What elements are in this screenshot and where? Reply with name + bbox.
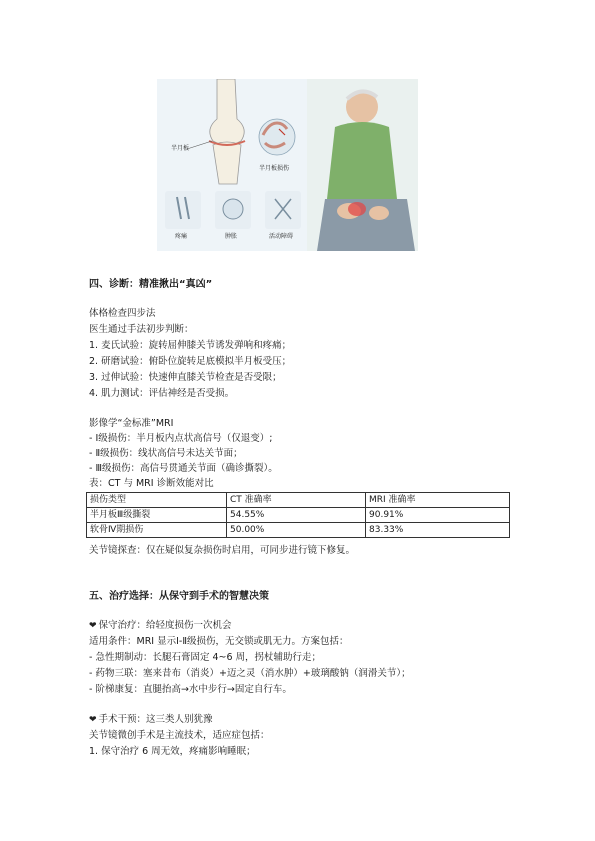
table-cell: 54.55% bbox=[227, 508, 366, 523]
table-cell: 83.33% bbox=[366, 523, 510, 538]
table-row bbox=[87, 508, 510, 523]
table-caption: 表：CT 与 MRI 诊断效能对比 bbox=[89, 478, 214, 489]
mri-title: 影像学“金标准”MRI bbox=[89, 418, 174, 429]
table-cell: 软骨Ⅳ期损伤 bbox=[87, 523, 227, 538]
surgery-intro: 关节镜微创手术是主流技术，适应症包括： bbox=[89, 730, 270, 741]
exam-title: 体格检查四步法 bbox=[89, 308, 156, 319]
section4-heading: 四、诊断：精准揪出“真凶” bbox=[89, 279, 213, 290]
conservative-intro: 适用条件：MRI 显示Ⅰ-Ⅱ级损伤，无交锁或肌无力。方案包括： bbox=[89, 636, 349, 647]
surgery-item: 1. 保守治疗 6 周无效，疼痛影响睡眠； bbox=[89, 746, 256, 757]
exam-intro: 医生通过手法初步判断： bbox=[89, 324, 194, 335]
heart-icon: ❤ bbox=[89, 715, 97, 725]
figure-label-pain: 疼痛 bbox=[175, 233, 188, 240]
conservative-item: - 急性期制动：长腿石膏固定 4~6 周，拐杖辅助行走； bbox=[89, 652, 322, 663]
conservative-item: - 药物三联：塞来昔布（消炎）+迈之灵（消水肿）+玻璃酸钠（润滑关节）； bbox=[89, 668, 411, 679]
exam-item: 2. 研磨试验：俯卧位旋转足底模拟半月板受压； bbox=[89, 356, 292, 367]
heart-icon: ❤ bbox=[89, 621, 97, 631]
table-header-cell: 损伤类型 bbox=[87, 493, 227, 508]
table-cell: 90.91% bbox=[366, 508, 510, 523]
conservative-item: - 阶梯康复：直腿抬高→水中步行→固定自行车。 bbox=[89, 684, 292, 695]
knee-illustration bbox=[157, 79, 418, 251]
table-cell: 半月板Ⅲ级撕裂 bbox=[87, 508, 227, 523]
figure-label-meniscus: 半月板 bbox=[171, 145, 190, 152]
exam-item: 4. 肌力测试：评估神经是否受损。 bbox=[89, 388, 235, 399]
arthroscopy-note: 关节镜探查：仅在疑似复杂损伤时启用，可同步进行镜下修复。 bbox=[89, 545, 356, 556]
conservative-title: 保守治疗：给轻度损伤一次机会 bbox=[98, 620, 232, 631]
surgery-title-line bbox=[89, 714, 213, 726]
table-row bbox=[87, 523, 510, 538]
section5-heading: 五、治疗选择：从保守到手术的智慧决策 bbox=[89, 591, 269, 602]
mri-item: - Ⅱ级损伤：线状高信号未达关节面； bbox=[89, 448, 243, 459]
figure-label-locking: 活动障碍 bbox=[269, 233, 294, 240]
table-header-row bbox=[87, 493, 510, 508]
figure-label-meniscus-injury: 半月板损伤 bbox=[259, 165, 290, 172]
figure-label-swelling: 肿胀 bbox=[225, 233, 238, 240]
mri-item: - Ⅰ级损伤：半月板内点状高信号（仅退变）; bbox=[89, 433, 273, 444]
table-header-cell: MRI 准确率 bbox=[366, 493, 510, 508]
exam-item: 3. 过伸试验：快速伸直膝关节检查是否受限； bbox=[89, 372, 282, 383]
surgery-title: 手术干预：这三类人别犹豫 bbox=[98, 714, 213, 725]
ct-mri-comparison-table bbox=[86, 492, 510, 538]
table-header-cell: CT 准确率 bbox=[227, 493, 366, 508]
exam-item: 1. 麦氏试验：旋转屈伸膝关节诱发弹响和疼痛； bbox=[89, 340, 292, 351]
mri-item: - Ⅲ级损伤：高信号贯通关节面（确诊撕裂）。 bbox=[89, 463, 278, 474]
table-cell: 50.00% bbox=[227, 523, 366, 538]
conservative-title-line bbox=[89, 620, 232, 632]
